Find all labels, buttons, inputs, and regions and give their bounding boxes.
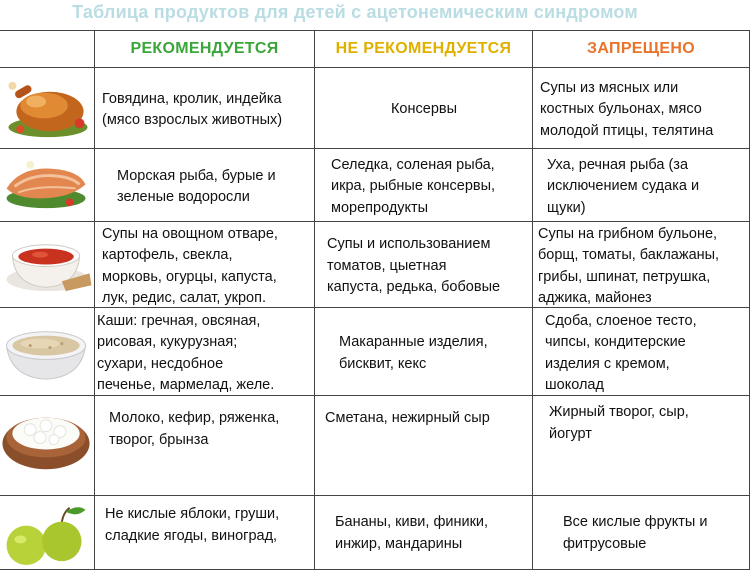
header-recommended: РЕКОМЕНДУЕТСЯ <box>95 30 315 68</box>
cell-forbidden <box>533 68 750 149</box>
cell-line: Супы на грибном бульоне, <box>538 225 718 242</box>
fish-fillet-icon <box>0 149 95 221</box>
header-not-recommended: НЕ РЕКОМЕНДУЕТСЯ <box>315 30 533 68</box>
page-title: Таблица продуктов для детей с ацетонемическим синдромом <box>72 2 638 22</box>
cell-line: сладкие ягоды, виноград, <box>105 527 278 544</box>
products-table <box>0 30 750 570</box>
header-icon-cell <box>0 30 95 68</box>
cell-line: Сдоба, слоеное тесто, <box>545 312 697 329</box>
cell-line: исключением судака и <box>547 178 700 195</box>
cell-line: морепродукты <box>331 199 429 216</box>
cell-line: творог, брынза <box>109 431 209 448</box>
row-icon-cell <box>0 496 95 570</box>
cell-line: чипсы, кондитерские <box>545 334 686 350</box>
cell-line: Макаранные изделия, <box>339 334 488 350</box>
cell-line: Супы из мясных или <box>540 79 679 96</box>
cell-line: Селедка, соленая рыба, <box>331 156 495 173</box>
cell-forbidden <box>533 396 750 496</box>
cell-line: капуста, редька, бобовые <box>327 279 501 296</box>
cell-line: аджика, майонез <box>538 290 652 306</box>
cell-line: сухари, несдобное <box>97 355 224 372</box>
cell-line: картофель, свекла, <box>102 247 233 263</box>
cell-line: Говядина, кролик, индейка <box>102 90 282 107</box>
cell-not-recommended <box>315 222 533 308</box>
cell-line: Все кислые фрукты и <box>563 514 708 530</box>
cell-line: Консервы <box>390 101 458 118</box>
cell-recommended <box>95 149 315 222</box>
cell-line: Морская рыба, бурые и <box>117 167 276 184</box>
cell-line: бисквит, кекс <box>339 355 427 372</box>
cell-line: икра, рыбные консервы, <box>331 178 496 195</box>
cell-line: печенье, мармелад, желе. <box>97 377 275 393</box>
cell-forbidden <box>533 149 750 222</box>
cell-line: костных бульонах, мясо <box>540 101 702 118</box>
cell-line: Не кислые яблоки, груши, <box>105 506 280 522</box>
cell-line: Уха, речная рыба (за <box>547 156 689 173</box>
cell-not-recommended <box>315 68 533 149</box>
row-icon-cell <box>0 222 95 308</box>
cell-line: томатов, цыетная <box>327 257 447 274</box>
cell-line: Супы и использованием <box>327 236 491 253</box>
cell-recommended <box>95 396 315 496</box>
cell-line: Сметана, нежирный сыр <box>325 410 490 426</box>
cell-line: борщ, томаты, баклажаны, <box>538 247 720 263</box>
cell-line: инжир, мандарины <box>335 535 463 552</box>
cell-line: молодой птицы, телятина <box>540 122 714 139</box>
roast-chicken-icon <box>0 68 95 148</box>
cell-line: грибы, шпинат, петрушка, <box>538 268 711 285</box>
porridge-bowl-icon <box>0 308 95 395</box>
cell-line: морковь, огурцы, капуста, <box>102 268 277 285</box>
cell-line: Молоко, кефир, ряженка, <box>109 410 280 426</box>
row-icon-cell <box>0 68 95 149</box>
soup-bowl-icon <box>0 222 95 307</box>
cell-recommended <box>95 68 315 149</box>
cell-not-recommended <box>315 149 533 222</box>
cell-not-recommended <box>315 396 533 496</box>
row-icon-cell <box>0 396 95 496</box>
cell-line: Жирный творог, сыр, <box>549 404 689 420</box>
cell-recommended <box>95 496 315 570</box>
cottage-cheese-icon <box>0 396 95 495</box>
cell-forbidden <box>533 496 750 570</box>
cell-line: шоколад <box>545 377 604 393</box>
apples-icon <box>0 496 95 569</box>
cell-line: зеленые водоросли <box>117 189 250 205</box>
cell-not-recommended <box>315 308 533 396</box>
cell-recommended <box>95 222 315 308</box>
cell-line: изделия с кремом, <box>545 355 670 372</box>
cell-line: йогурт <box>549 425 592 442</box>
row-icon-cell <box>0 308 95 396</box>
header-forbidden: ЗАПРЕЩЕНО <box>533 30 750 68</box>
cell-line: фитрусовые <box>563 535 647 552</box>
cell-line: рисовая, кукурузная; <box>97 334 238 350</box>
cell-not-recommended <box>315 496 533 570</box>
cell-forbidden <box>533 308 750 396</box>
cell-line: лук, редис, салат, укроп. <box>102 290 267 306</box>
row-icon-cell <box>0 149 95 222</box>
cell-forbidden <box>533 222 750 308</box>
cell-line: (мясо взрослых животных) <box>102 112 283 128</box>
cell-recommended <box>95 308 315 396</box>
cell-line: Каши: гречная, овсяная, <box>97 312 261 329</box>
cell-line: Бананы, киви, финики, <box>335 514 489 530</box>
cell-line: Супы на овощном отваре, <box>102 225 278 242</box>
cell-line: щуки) <box>547 199 586 216</box>
